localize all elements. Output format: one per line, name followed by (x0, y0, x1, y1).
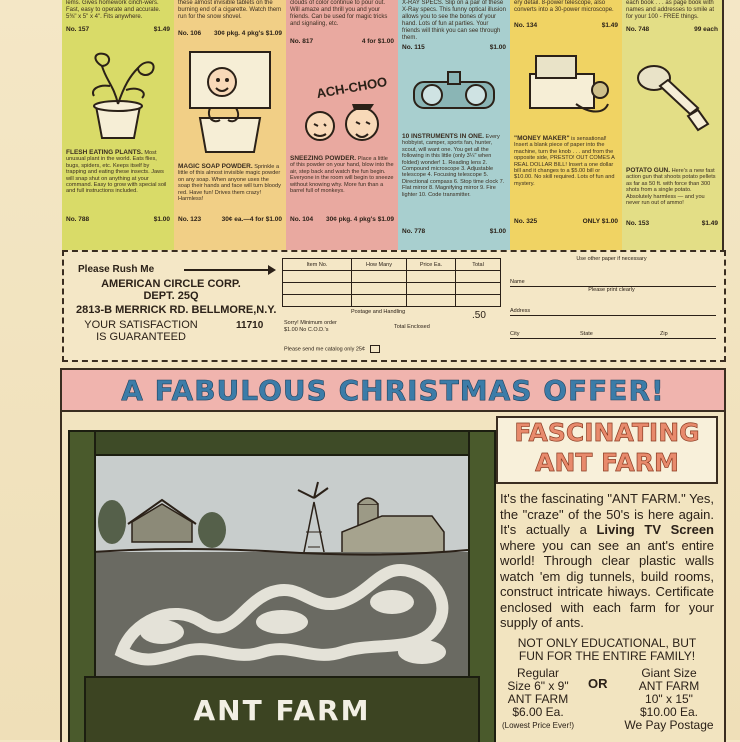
item-price: 99 each (694, 26, 718, 33)
giant-price: $10.00 Ea. (639, 704, 699, 719)
postage-label: Postage and Handling (351, 309, 406, 315)
order-cell[interactable] (456, 295, 501, 307)
item-body: Sprinkle a little of this almost invisible magic powder on any soap. When anyone uses the soap their hands and face will turn bloody red. Have fun! Drives them crazy! Harmless! (178, 164, 281, 203)
order-cell[interactable] (352, 271, 407, 283)
order-cell[interactable] (283, 283, 352, 295)
frame-top (68, 430, 496, 456)
company-address: 2813-B MERRICK RD. BELLMORE,N.Y. (76, 304, 277, 316)
ant-farm-base (84, 676, 480, 742)
giant-size-option (620, 667, 718, 732)
ant-farm-window (92, 452, 468, 676)
rush-label: Please Rush Me (78, 264, 155, 275)
item-description (66, 150, 170, 195)
ant-farm-illustration (68, 430, 492, 742)
catalog-item-potato-gun (622, 0, 722, 250)
column-how-many: How Many (352, 259, 407, 271)
satisfaction-guarantee (76, 319, 206, 343)
state-label: State (580, 331, 596, 337)
regular-line-2: Size 6" x 9" (507, 678, 569, 693)
item-body: Most unusual plant in the world. Eats flies, bugs, spiders, etc. Keeps itself by trapping and eating these insects. Jaws will snap shut on anything at your command. Easy to grow with special soil and full instructions included. (66, 150, 167, 195)
or-separator: OR (588, 675, 608, 691)
item-price: $1.49 (601, 22, 618, 29)
item-price-2: $1.00 (489, 228, 506, 235)
farm-scene-svg (92, 452, 468, 676)
item-price: $1.00 (489, 44, 506, 51)
money-maker-illustration (516, 44, 616, 132)
item-price: $1.49 (153, 26, 170, 33)
desc-part-1: It's the fascinating "ANT FARM." Yes, the "craze" of the 50's is here again. It's actually a (500, 491, 714, 537)
item-price-line-2 (178, 216, 282, 223)
item-price-line (402, 44, 506, 51)
company-zip: 11710 (236, 320, 264, 331)
banner-title: A FABULOUS CHRISTMAS OFFER! (121, 374, 665, 407)
instrument-illustration (404, 62, 504, 128)
item-head-text: ery detail. 8-power telescope, also converts into a 30-power microscope. (514, 0, 614, 13)
print-clearly-text: Please print clearly (588, 287, 637, 293)
item-number: No. 115 (402, 44, 425, 51)
column-total: Total (456, 259, 501, 271)
item-number: No. 748 (626, 26, 650, 33)
ad-copy (496, 416, 718, 742)
order-cell[interactable] (407, 283, 456, 295)
item-number: No. 106 (178, 30, 202, 37)
catalog-note: Please send me catalog only 25¢ (284, 346, 366, 353)
catalog-item-10-instruments (398, 0, 511, 250)
company-line-2: DEPT. 25Q (143, 290, 199, 302)
desc-part-2: where you can see an ant's entire world! Through clear plastic walls watch 'em dig tunnels, build rooms, construct intricate hiways. Certificate enclosed with each farm for your supply of ants. (500, 537, 714, 630)
city-state-zip-field[interactable] (510, 324, 716, 339)
plant-illustration (68, 46, 168, 146)
item-head-text: X-RAY SPECS. Slip on a pair of these X-Ray specs. This funny optical illusion allows you to see the bones of your hand. Lots of fun at parties. Your friends will think you can see through them. (402, 0, 506, 41)
item-number: No. 817 (290, 38, 314, 45)
item-price-line-2 (626, 220, 718, 227)
giant-line-3: 10" x 15" (645, 691, 693, 706)
company-line-1: AMERICAN CIRCLE CORP. (101, 278, 241, 290)
headline-box (496, 416, 718, 484)
order-form-coupon (62, 250, 726, 362)
item-description (178, 164, 282, 202)
item-description (290, 156, 394, 194)
catalog-item-flesh-eating-plants (62, 0, 175, 250)
item-price-line-2 (290, 216, 394, 223)
item-description (514, 136, 618, 187)
postage-cost: .50 (472, 310, 486, 321)
item-price-2: 30¢ pkg. 4 pkg's $1.09 (325, 216, 394, 223)
checkbox-icon[interactable] (370, 345, 380, 353)
item-head-text: each book . . . as page book with names and addresses to smile at for your 100 - FREE things. (626, 0, 715, 20)
total-enclosed-label: Total Enclosed (394, 324, 430, 330)
item-price-line (178, 30, 282, 37)
item-title: FLESH EATING PLANTS. (66, 149, 143, 156)
order-cell[interactable] (283, 295, 352, 307)
ant-farm-ad (60, 368, 726, 742)
item-price-2: $1.00 (153, 216, 170, 223)
customer-fields (510, 256, 716, 339)
order-cell[interactable] (283, 271, 352, 283)
item-price-line-2 (66, 216, 170, 223)
boy-washing-illustration (180, 48, 280, 158)
column-price-ea: Price Ea. (407, 259, 456, 271)
item-number: No. 157 (66, 26, 90, 33)
headline-line-1: FASCINATING (514, 418, 700, 447)
satisfaction-line-1: YOUR SATISFACTION (84, 319, 198, 331)
zip-label: Zip (660, 331, 671, 337)
item-title: POTATO GUN. (626, 167, 671, 174)
item-title: MAGIC SOAP POWDER. (178, 163, 253, 170)
column-item-no: Item No. (283, 259, 352, 271)
order-cell[interactable] (456, 283, 501, 295)
address-field[interactable] (510, 301, 716, 316)
name-field[interactable] (510, 272, 716, 287)
catalog-strip (62, 0, 724, 252)
name-label: Name (510, 279, 528, 285)
order-row[interactable] (283, 295, 501, 307)
regular-price: $6.00 Ea. (512, 704, 564, 719)
lowest-price-note: (Lowest Price Ever!) (501, 720, 575, 730)
regular-line-1: Regular (516, 665, 560, 680)
regular-size-option (496, 667, 580, 732)
ad-description (496, 491, 718, 631)
item-price-2: $1.49 (701, 220, 718, 227)
order-cell[interactable] (456, 271, 501, 283)
regular-line-3: ANT FARM (507, 691, 569, 706)
other-paper-text: Use other paper if necessary (576, 256, 649, 262)
postage-note: We Pay Postage (624, 717, 714, 732)
item-number: No. 134 (514, 22, 538, 29)
headline-line-2: ANT FARM (535, 448, 679, 477)
ant-farm-label: ANT FARM (193, 694, 371, 727)
item-number-2: No. 788 (66, 216, 90, 223)
order-cell[interactable] (352, 283, 407, 295)
order-row[interactable] (283, 283, 501, 295)
item-price-2: 30¢ ea.—4 for $1.00 (221, 216, 282, 223)
not-only-text (496, 637, 718, 663)
desc-bold: Living TV Screen (596, 522, 714, 537)
other-paper-note (510, 256, 716, 264)
company-name (96, 278, 246, 302)
order-table (282, 258, 501, 307)
item-number-2: No. 104 (290, 216, 314, 223)
order-table-header (283, 259, 501, 271)
sneezing-people-illustration (292, 96, 392, 156)
item-price-line-2 (514, 218, 618, 225)
order-cell[interactable] (352, 295, 407, 307)
item-price: 4 for $1.00 (361, 38, 394, 45)
minimum-order-note: Sorry! Minimum order $1.00 No C.O.D.'s (284, 320, 337, 333)
item-number-2: No. 325 (514, 218, 538, 225)
catalog-item-money-maker (510, 0, 623, 250)
item-head-text: clouds of color continue to pour out. Will amaze and thrill you and your friends. Can be used for magic tricks and signaling, etc. (290, 0, 388, 27)
giant-line-2: ANT FARM (638, 678, 700, 693)
item-head-text: these almost invisible tablets on the burning end of a cigarette. Watch them run for the snow shovel. (178, 0, 282, 20)
potato-gun-illustration (628, 56, 716, 136)
item-number-2: No. 778 (402, 228, 426, 235)
item-number-2: No. 153 (626, 220, 650, 227)
item-price-line (514, 22, 618, 29)
item-price-line-2 (402, 228, 506, 235)
item-description (626, 168, 718, 206)
catalog-item-sneezing-powder (286, 0, 399, 250)
item-price-line (66, 26, 170, 33)
giant-line-1: Giant Size (641, 665, 697, 680)
arrow-icon (184, 269, 274, 271)
christmas-banner (62, 370, 724, 412)
item-title: SNEEZING POWDER. (290, 155, 357, 162)
item-price-2: ONLY $1.00 (582, 218, 618, 225)
order-row[interactable] (283, 271, 501, 283)
item-body: Every hobbyist, camper, sports fan, hunter, scout, will want one. You get all the following in this little (only 3¼" when folded) wonder! 1. Reading lens 2. Compound microscope 3. Adjustable telescope 4. Focusing telescope 5. Directional compass 6. Stop time clock 7. Flat mirror 8. Magnifying mirror 9. Fire lighter 10. Code transmitter. (402, 134, 505, 198)
item-description (402, 134, 506, 198)
item-head-text: lems. Gives homework cinch-wers. Fast, easy to operate and accurate. 5⅜" x 5" x 4". Fits anywhere. (66, 0, 161, 20)
size-options (496, 667, 718, 737)
order-cell[interactable] (407, 271, 456, 283)
satisfaction-line-2: IS GUARANTEED (96, 331, 186, 343)
catalog-item-magic-soap-powder (174, 0, 287, 250)
item-title: "MONEY MAKER" (514, 135, 570, 142)
item-body: Place a little of this powder on your hand, blow into the air, step back and watch the fun begin. Everyone in the room will begin to sneeze without knowing why. More fun than a barrel full of monkeys. (290, 156, 394, 195)
item-price-line (290, 38, 394, 45)
city-label: City (510, 331, 522, 337)
item-title: 10 INSTRUMENTS IN ONE. (402, 133, 484, 140)
item-price: 30¢ pkg. 4 pkg's $1.09 (213, 30, 282, 37)
not-only-line-2: FUN FOR THE ENTIRE FAMILY! (518, 648, 696, 663)
address-label: Address (510, 308, 533, 314)
order-cell[interactable] (407, 295, 456, 307)
catalog-request-checkbox[interactable] (284, 345, 380, 353)
item-body: Here's a new fast action gun that shoots potato pellets as far as 50 ft. with force than 300 shots from a single potato. Absolutely harmless — and you never run out of ammo! (626, 168, 716, 207)
item-number-2: No. 123 (178, 216, 202, 223)
sneeze-sound-text: ACH-CHOO (315, 73, 389, 102)
not-only-line-1: NOT ONLY EDUCATIONAL, BUT (517, 635, 697, 650)
print-clearly-note (510, 287, 716, 293)
item-price-line (626, 26, 718, 33)
item-body: is sensational! Insert a blank piece of paper into the machine, turn the knob . . . and from the opposite side, PRESTO! OUT COMES A REAL DOLLAR BILL! Insert a one dollar bill and it changes to a $5.00 bill or $10.00. No skill required. Lots of fun and mystery. (514, 136, 615, 187)
